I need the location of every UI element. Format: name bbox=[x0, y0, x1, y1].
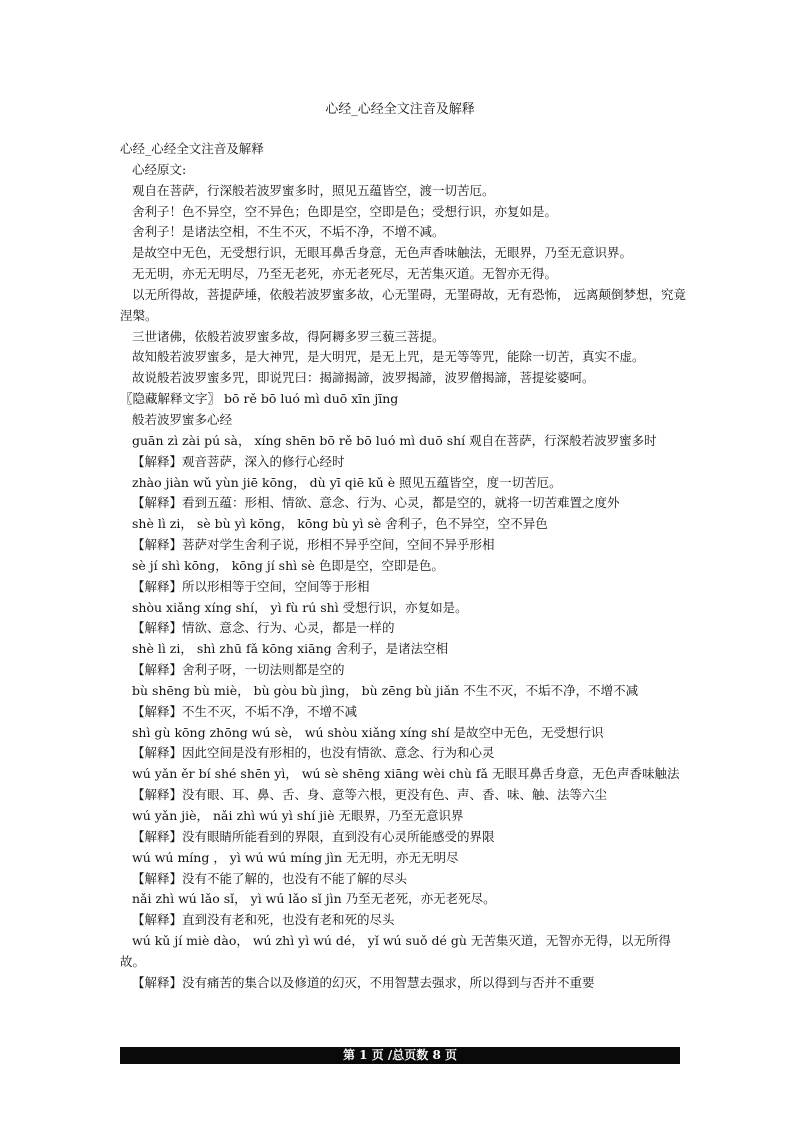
text-line: 舍利子！色不异空，空不异色；色即是空，空即是色；受想行识，亦复如是。 bbox=[132, 203, 558, 219]
text-line: shè lì zi， shì zhū fǎ kōng xiāng 舍利子，是诸法空相 bbox=[132, 641, 449, 657]
text-line: 心经原文: bbox=[132, 161, 187, 177]
text-line: 是故空中无色，无受想行识，无眼耳鼻舌身意，无色声香味触法，无眼界，乃至无意识界。 bbox=[132, 245, 633, 261]
text-line: 【解释】直到没有老和死，也没有老和死的尽头 bbox=[132, 912, 395, 928]
text-line: 般若波罗蜜多心经 bbox=[132, 411, 233, 427]
text-line: 【解释】不生不灭，不垢不净，不增不减 bbox=[132, 703, 358, 719]
text-line: zhào jiàn wǔ yùn jiē kōng， dù yī qiē kǔ è 照见五蕴皆空，度一切苦厄。 bbox=[132, 474, 562, 490]
text-line: wú yǎn jiè， nǎi zhì wú yì shí jiè 无眼界，乃至无意识界 bbox=[132, 808, 464, 823]
text-line: guān zì zài pú sà， xíng shēn bō rě bō luó mì duō shí 观自在菩萨，行深般若波罗蜜多时 bbox=[132, 432, 657, 448]
text-line: 【解释】没有痛苦的集合以及修道的幻灭，不用智慧去强求，所以得到与否并不重要 bbox=[132, 974, 595, 990]
text-line: shì gù kōng zhōng wú sè， wú shòu xiǎng xíng shí 是故空中无色，无受想行识 bbox=[132, 724, 604, 740]
text-line: 【解释】菩萨对学生舍利子说，形相不异乎空间，空间不异乎形相 bbox=[132, 537, 495, 553]
text-line: 以无所得故，菩提萨埵，依般若波罗蜜多故，心无罣碍，无罣碍故，无有恐怖， 远离颠倒梦想，究竟涅槃。 bbox=[120, 286, 686, 323]
text-line: 观自在菩萨，行深般若波罗蜜多时，照见五蕴皆空，渡一切苦厄。 bbox=[132, 182, 495, 198]
text-line: 故说般若波罗蜜多咒，即说咒曰：揭諦揭諦，波罗揭諦，波罗僧揭諦，菩提娑婆呵。 bbox=[132, 370, 595, 386]
text-line: 【解释】没有不能了解的，也没有不能了解的尽头 bbox=[132, 870, 408, 886]
text-line: 【解释】因此空间是没有形相的，也没有情欲、意念、行为和心灵 bbox=[132, 745, 495, 761]
text-line: 〖隐藏解释文字〗 bō rě bō luó mì duō xīn jīng bbox=[120, 391, 399, 407]
text-line: 【解释】没有眼、耳、鼻、舌、身、意等六根，更没有色、声、香、味、触、法等六尘 bbox=[132, 787, 608, 803]
text-line: wú yǎn ěr bí shé shēn yì， wú sè shēng xiāng wèi chù fǎ 无眼耳鼻舌身意，无色声香味触法 bbox=[132, 766, 680, 782]
text-line: 三世诸佛，依般若波罗蜜多故，得阿耨多罗三藐三菩提。 bbox=[132, 328, 445, 344]
text-line: nǎi zhì wú lǎo sǐ， yì wú lǎo sǐ jìn 乃至无老死，亦无老死尽。 bbox=[132, 891, 496, 907]
text-line: shòu xiǎng xíng shí， yì fù rú shì 受想行识，亦复如是。 bbox=[132, 599, 468, 615]
text-line: 【解释】情欲、意念、行为、心灵，都是一样的 bbox=[132, 620, 395, 636]
text-line: 【解释】看到五蕴：形相、情欲、意念、行为、心灵，都是空的，就将一切苦难置之度外 bbox=[132, 495, 620, 511]
text-line: bù shēng bù miè， bù gòu bù jìng， bù zēng bù jiǎn 不生不灭，不垢不净，不增不减 bbox=[132, 682, 639, 698]
text-line: shè lì zi， sè bù yì kōng， kōng bù yì sè 舍利子，色不异空，空不异色 bbox=[132, 516, 548, 532]
text-line: 【解释】没有眼睛所能看到的界限，直到没有心灵所能感受的界限 bbox=[132, 828, 495, 844]
text-line: 【解释】观音菩萨，深入的修行心经时 bbox=[132, 453, 345, 469]
text-line: 心经_心经全文注音及解释 bbox=[120, 141, 264, 156]
text-line: 无无明，亦无无明尽，乃至无老死，亦无老死尽，无苦集灭道。无智亦无得。 bbox=[132, 266, 558, 282]
document-body bbox=[120, 139, 690, 994]
text-line: 故知般若波罗蜜多，是大神咒，是大明咒，是无上咒，是无等等咒，能除一切苦，真实不虚。 bbox=[132, 349, 645, 365]
text-line: 舍利子！是诸法空相，不生不灭，不垢不净，不增不减。 bbox=[132, 224, 445, 240]
text-line: 【解释】所以形相等于空间，空间等于形相 bbox=[132, 578, 370, 594]
text-line: 【解释】舍利子呀，一切法则都是空的 bbox=[132, 662, 345, 678]
text-line: wú kǔ jí miè dào， wú zhì yì wú dé， yǐ wú suǒ dé gù 无苦集灭道，无智亦无得，以无所得故。 bbox=[120, 933, 671, 969]
text-line: wú wú míng ， yì wú wú míng jìn 无无明，亦无无明尽 bbox=[132, 849, 459, 865]
text-line: sè jí shì kōng， kōng jí shì sè 色即是空，空即是色。 bbox=[132, 557, 444, 573]
page-title: 心经_心经全文注音及解释 bbox=[325, 102, 475, 117]
page-footer: 第 1 页 /总页数 8 页 bbox=[120, 1047, 680, 1064]
